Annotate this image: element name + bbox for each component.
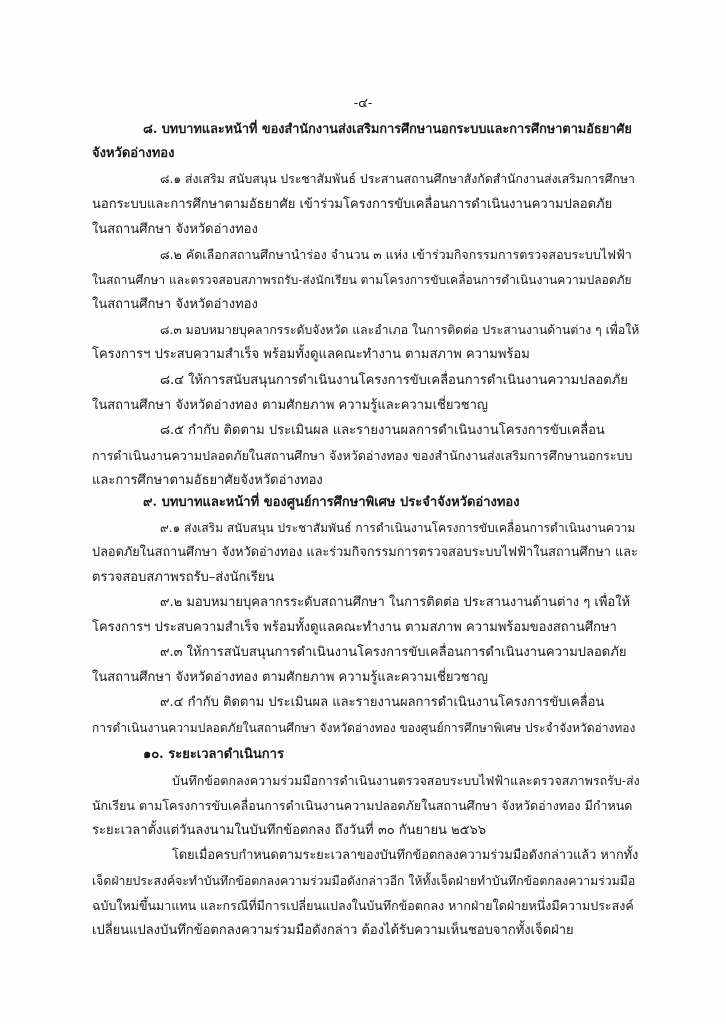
para-8-2-line: ในสถานศึกษา และตรวจสอบสภาพรถรับ-ส่งนักเรียน ตามโครงการขับเคลื่อนการดำเนินงานความปลอดภัย	[92, 273, 632, 287]
para-10-2-line: โดยเมื่อครบกำหนดตามระยะเวลาของบันทึกข้อตกลงความร่วมมือดังกล่าวแล้ว หากทั้ง	[172, 848, 639, 863]
para-8-4-line: ๘.๔ ให้การสนับสนุนการดำเนินงานโครงการขับเคลื่อนการดำเนินงานความปลอดภัย	[160, 373, 628, 388]
para-8-3-line: ๘.๓ มอบหมายบุคลากรระดับจังหวัด และอำเภอ ในการติดต่อ ประสานงานด้านต่าง ๆ เพื่อให้	[160, 323, 640, 337]
para-10-1-line: นักเรียน ตามโครงการขับเคลื่อนการดำเนินงานความปลอดภัยในสถานศึกษา จังหวัดอ่างทอง มีกำหนด	[92, 798, 633, 813]
para-8-2-line: ๘.๒ คัดเลือกสถานศึกษานำร่อง จำนวน ๓ แห่ง เข้าร่วมกิจกรรมการตรวจสอบระบบไฟฟ้า	[160, 247, 632, 262]
para-8-4-line: ในสถานศึกษา จังหวัดอ่างทอง ตามศักยภาพ ความรู้และความเชี่ยวชาญ	[92, 398, 488, 413]
para-8-5-line: ๘.๕ กำกับ ติดตาม ประเมินผล และรายงานผลการดำเนินงานโครงการขับเคลื่อน	[160, 423, 605, 438]
para-8-1-line: นอกระบบและการศึกษาตามอัธยาศัย เข้าร่วมโครงการขับเคลื่อนการดำเนินงานความปลอดภัย	[92, 197, 613, 212]
para-8-1-line: ในสถานศึกษา จังหวัดอ่างทอง	[92, 222, 258, 237]
para-9-1-line: ตรวจสอบสภาพรถรับ–ส่งนักเรียน	[92, 570, 275, 585]
para-10-1-line: บันทึกข้อตกลงความร่วมมือการดำเนินงานตรวจสอบระบบไฟฟ้าและตรวจสภาพรถรับ-ส่ง	[172, 773, 640, 788]
para-9-3-line: ในสถานศึกษา จังหวัดอ่างทอง ตามศักยภาพ ความรู้และความเชี่ยวชาญ	[92, 670, 488, 685]
para-8-5-line: การดำเนินงานความปลอดภัยในสถานศึกษา จังหวัดอ่างทอง ของสำนักงานส่งเสริมการศึกษานอกระบบ	[92, 448, 633, 463]
para-9-3-line: ๙.๓ ให้การสนับสนุนการดำเนินงานโครงการขับเคลื่อนการดำเนินงานความปลอดภัย	[160, 645, 627, 660]
page-number: -๔-	[353, 96, 373, 111]
para-9-1-line: ๙.๑ ส่งเสริม สนับสนุน ประชาสัมพันธ์ การดำเนินงานโครงการขับเคลื่อนการดำเนินงานความ	[160, 521, 636, 535]
para-9-4-line: การดำเนินงานความปลอดภัยในสถานศึกษา จังหวัดอ่างทอง ของศูนย์การศึกษาพิเศษ ประจำจังหวัดอ่างทอง	[92, 721, 636, 735]
section-10-heading: ๑๐. ระยะเวลาดำเนินการ	[143, 747, 284, 762]
para-10-2-line: เจ็ดฝ่ายประสงค์จะทำบันทึกข้อตกลงความร่วมมือดังกล่าวอีก ให้ทั้งเจ็ดฝ่ายทำบันทึกข้อตกลงความร่วมมือ	[92, 874, 636, 888]
para-8-5-line: และการศึกษาตามอัธยาศัยจังหวัดอ่างทอง	[92, 473, 323, 488]
para-9-2-line: ๙.๒ มอบหมายบุคลากรระดับสถานศึกษา ในการติดต่อ ประสานงานด้านต่าง ๆ เพื่อให้	[160, 595, 631, 610]
para-10-2-line: เปลี่ยนแปลงบันทึกข้อตกลงความร่วมมือดังกล่าว ต้องได้รับความเห็นชอบจากทั้งเจ็ดฝ่าย	[92, 923, 574, 938]
para-9-2-line: โครงการฯ ประสบความสำเร็จ พร้อมทั้งดูแลคณะทำงาน ตามสภาพ ความพร้อมของสถานศึกษา	[92, 620, 617, 635]
section-8-heading: ๘. บทบาทและหน้าที่ ของสำนักงานส่งเสริมการศึกษานอกระบบและการศึกษาตามอัธยาศัย	[143, 122, 632, 137]
para-9-1-line: ปลอดภัยในสถานศึกษา จังหวัดอ่างทอง และร่วมกิจกรรมการตรวจสอบระบบไฟฟ้าในสถานศึกษา และ	[92, 545, 638, 560]
para-9-4-line: ๙.๔ กำกับ ติดตาม ประเมินผล และรายงานผลการดำเนินงานโครงการขับเคลื่อน	[160, 695, 605, 710]
section-8-heading-cont: จังหวัดอ่างทอง	[92, 146, 175, 161]
para-8-3-line: โครงการฯ ประสบความสำเร็จ พร้อมทั้งดูแลคณะทำงาน ตามสภาพ ความพร้อม	[92, 347, 530, 362]
para-8-1-line: ๘.๑ ส่งเสริม สนับสนุน ประชาสัมพันธ์ ประสานสถานศึกษาสังกัดสำนักงานส่งเสริมการศึกษา	[160, 172, 635, 186]
para-8-2-line: ในสถานศึกษา จังหวัดอ่างทอง	[92, 297, 258, 312]
para-10-1-line: ระยะเวลาตั้งแต่วันลงนามในบันทึกข้อตกลง ถึงวันที่ ๓๐ กันยายน ๒๕๖๖	[92, 823, 486, 838]
section-9-heading: ๙. บทบาทและหน้าที่ ของศูนย์การศึกษาพิเศษ ประจำจังหวัดอ่างทอง	[143, 495, 520, 510]
para-10-2-line: ฉบับใหม่ขึ้นมาแทน และกรณีที่มีการเปลี่ยนแปลงในบันทึกข้อตกลง หากฝ่ายใดฝ่ายหนึ่งมีความประสงค์	[92, 898, 634, 913]
